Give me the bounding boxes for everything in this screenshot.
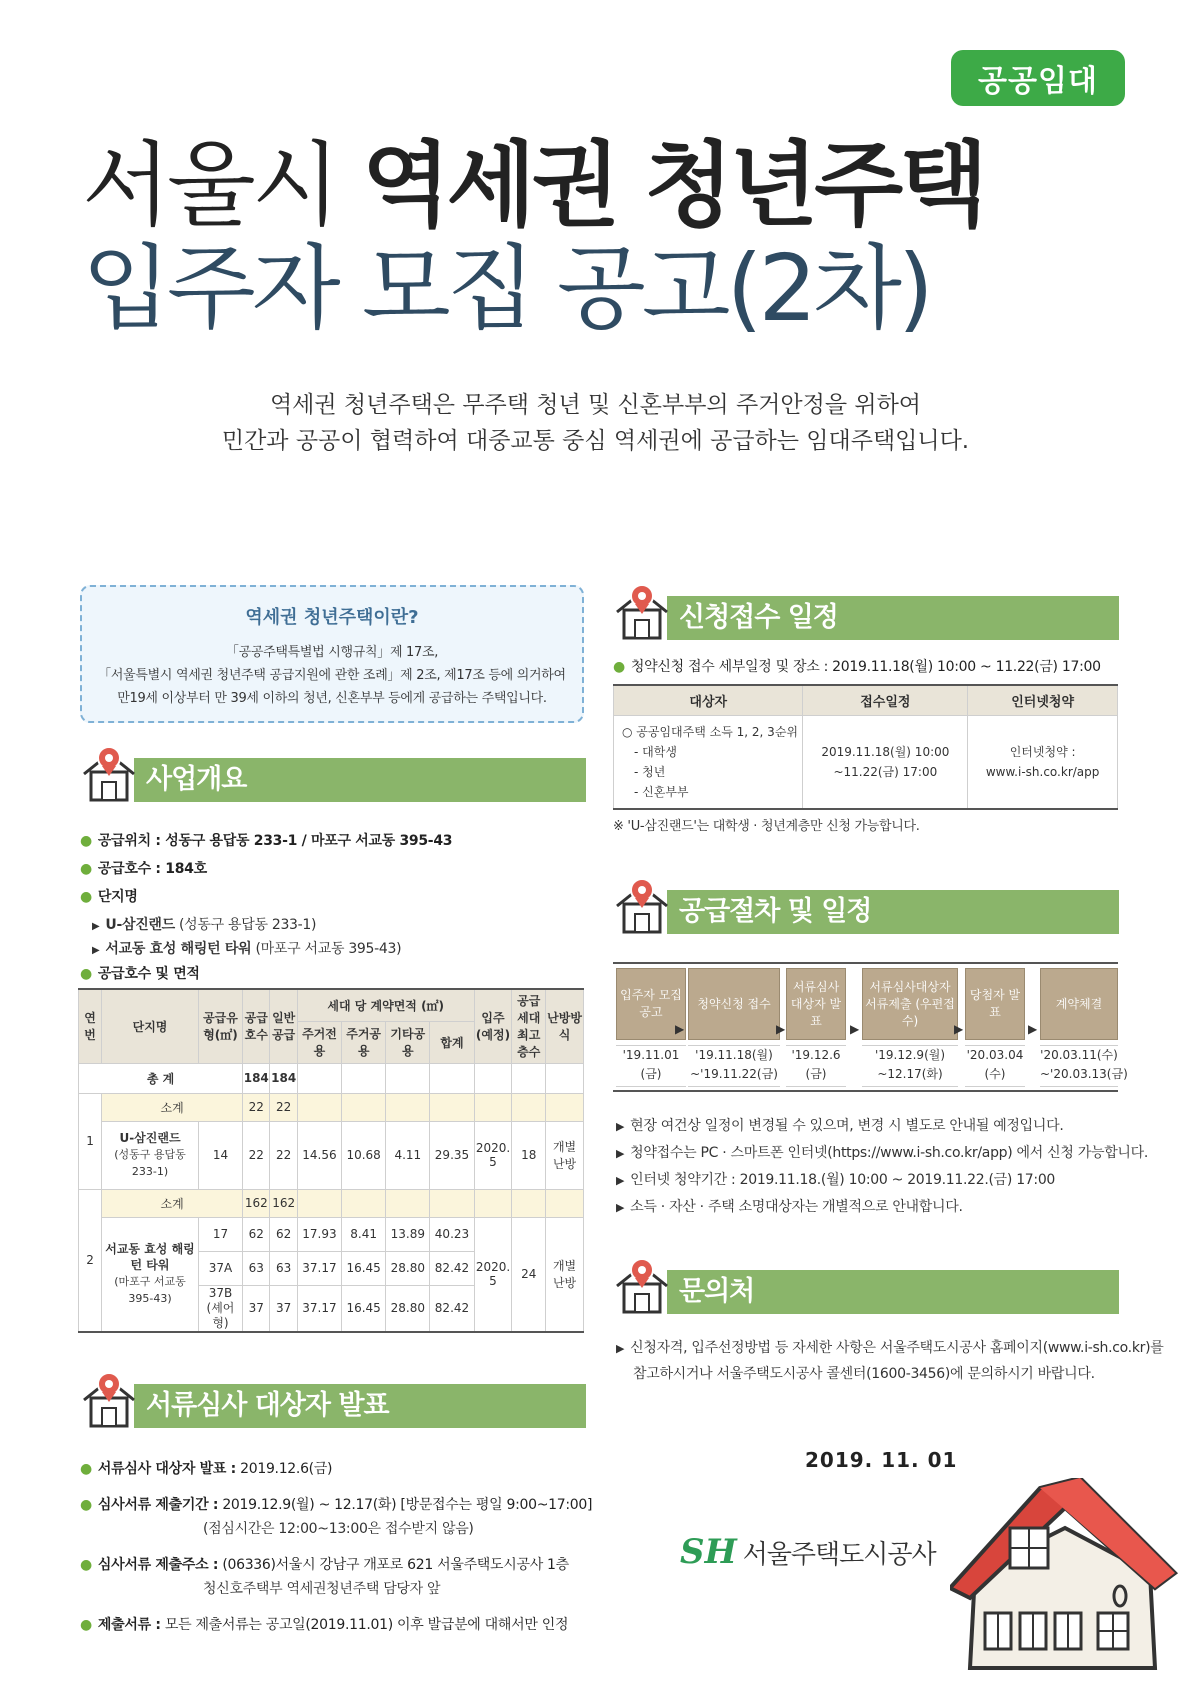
c1-sum: 29.35: [430, 1121, 474, 1189]
th-no: 연번: [79, 989, 102, 1063]
supply-table: [78, 988, 584, 1333]
section-review-header: [80, 1378, 586, 1422]
c1-excl: 14.56: [297, 1121, 341, 1189]
c2-floor: 24: [512, 1217, 546, 1332]
step-date: '19.11.01 (금): [616, 1045, 686, 1087]
definition-box: [80, 585, 584, 723]
section-contact-title: 문의처: [679, 1276, 755, 1307]
c2-general: 63: [270, 1251, 297, 1285]
sh-logo: [680, 1532, 936, 1572]
th-excl: 주거전용: [297, 1021, 341, 1063]
process-note: ▶ 현장 여건상 일정이 변경될 수 있으며, 변경 시 별도로 안내될 예정입니다.: [616, 1118, 1064, 1134]
th-general: 일반공급: [270, 989, 297, 1063]
section-process-title: 공급절차 및 일정: [679, 896, 872, 927]
business-area-label: ● 공급호수 및 면적: [80, 966, 200, 982]
c2-other: 13.89: [386, 1217, 430, 1251]
business-complex-label: ● 단지명: [80, 889, 138, 905]
c2-sum: 82.42: [430, 1285, 474, 1332]
review-period-note: (점심시간은 12:00~13:00은 접수받지 않음): [203, 1521, 474, 1537]
th-sum: 합계: [430, 1021, 474, 1063]
c2-move: 2020. 5: [474, 1217, 512, 1332]
c1-type: 14: [198, 1121, 242, 1189]
c1-subtotal-label: 소계: [102, 1093, 243, 1121]
c2-excl: 17.93: [297, 1217, 341, 1251]
announcement-date: 2019. 11. 01: [805, 1448, 958, 1472]
c2-excl: 37.17: [297, 1285, 341, 1332]
review-documents: ● 제출서류 : 모든 제출서류는 공고일(2019.11.01) 이후 발급분에 대해서만 인정: [80, 1617, 569, 1633]
c2-other: 28.80: [386, 1251, 430, 1285]
c2-common: 8.41: [342, 1217, 386, 1251]
total-units: 184: [243, 1063, 270, 1093]
th-other: 기타공용: [386, 1021, 430, 1063]
arrow-right-icon: ▶: [776, 1022, 786, 1036]
c1-heat: 개별 난방: [546, 1121, 584, 1189]
c2-heat: 개별 난방: [546, 1217, 584, 1332]
c2-general: 37: [270, 1285, 297, 1332]
c2-common: 16.45: [342, 1285, 386, 1332]
th-schedule: 접수일정: [803, 685, 968, 715]
th-floor: 공급세대최고층수: [512, 989, 546, 1063]
step-box: 계약체결: [1040, 968, 1118, 1040]
c2-sum: 82.42: [430, 1251, 474, 1285]
section-contact-header: [613, 1264, 1119, 1308]
contact-line-2: 참고하시거나 서울주택도시공사 콜센터(1600-3456)에 문의하시기 바랍니다.: [633, 1366, 1095, 1382]
th-move: 입주(예정): [474, 989, 512, 1063]
house-pin-icon: [613, 580, 671, 642]
schedule-cell: 2019.11.18(월) 10:00 ~11.22(금) 17:00: [803, 715, 968, 809]
table-row: [79, 1189, 584, 1217]
c1-subtotal-general: 22: [270, 1093, 297, 1121]
th-name: 단지명: [102, 989, 199, 1063]
definition-line: 「서울특별시 역세권 청년주택 공급지원에 관한 조례」제 2조, 제17조 등에 의거하여: [98, 668, 566, 683]
step-box: 입주자 모집공고: [616, 968, 686, 1040]
definition-line: 「공공주택특별법 시행규칙」제 17조,: [225, 645, 439, 660]
complex-1: ▶ U-삼진랜드 (성동구 용답동 233-1): [92, 917, 317, 933]
arrow-right-icon: ▶: [850, 1022, 860, 1036]
c1-subtotal-units: 22: [243, 1093, 270, 1121]
target-cell: ○ 공공임대주택 소득 1, 2, 3순위 - 대학생 - 청년 - 신혼부부: [614, 715, 803, 809]
house-pin-icon: [613, 874, 671, 936]
total-label: 총 계: [79, 1063, 243, 1093]
step-date: '19.11.18(월) ~'19.11.22(금): [688, 1045, 780, 1087]
step-date: '19.12.6 (금): [786, 1045, 846, 1087]
c1-name: U-삼진랜드 (성동구 용답동 233-1): [102, 1121, 199, 1189]
house-illustration: [950, 1478, 1180, 1674]
step-date: '19.12.9(월) ~12.17(화): [862, 1045, 958, 1087]
c1-general: 22: [270, 1121, 297, 1189]
th-internet: 인터넷청약: [968, 685, 1118, 715]
c2-type: 17: [198, 1217, 242, 1251]
step-box: 서류심사 대상자 발표: [786, 968, 846, 1040]
th-heat: 난방방식: [546, 989, 584, 1063]
c1-move: 2020. 5: [474, 1121, 512, 1189]
c2-units: 63: [243, 1251, 270, 1285]
c1-other: 4.11: [386, 1121, 430, 1189]
section-review-title: 서류심사 대상자 발표: [146, 1390, 389, 1421]
intro-line-2: 민간과 공공이 협력하여 대중교통 중심 역세권에 공급하는 임대주택입니다.: [221, 428, 970, 454]
step-box: 청약신청 접수: [688, 968, 780, 1040]
title-youth-housing: 역세권 청년주택: [361, 132, 985, 239]
table-row: [79, 1093, 584, 1121]
c2-units: 62: [243, 1217, 270, 1251]
definition-title: 역세권 청년주택이란?: [245, 607, 419, 628]
section-business-header: [80, 752, 586, 796]
apply-note: ※ 'U-삼진랜드'는 대학생 · 청년계층만 신청 가능합니다.: [613, 819, 920, 834]
c2-subtotal-units: 162: [243, 1189, 270, 1217]
c2-subtotal-label: 소계: [102, 1189, 243, 1217]
contact-line-1: ▶ 신청자격, 입주선정방법 등 자세한 사항은 서울주택도시공사 홈페이지(www.i-sh.co.kr)를: [616, 1340, 1164, 1356]
c2-no: 2: [79, 1189, 102, 1332]
title-line-2: 입주자 모집 공고(2차): [82, 235, 930, 342]
apply-schedule-bullet: ● 청약신청 접수 세부일정 및 장소 : 2019.11.18(월) 10:00 ~ 11.22(금) 17:00: [613, 659, 1101, 675]
title-line-1: [82, 132, 985, 239]
house-pin-icon: [80, 742, 138, 804]
c2-excl: 37.17: [297, 1251, 341, 1285]
table-row: [79, 1217, 584, 1251]
review-announce: ● 서류심사 대상자 발표 : 2019.12.6(금): [80, 1461, 333, 1477]
c1-common: 10.68: [342, 1121, 386, 1189]
step-date: '20.03.11(수) ~'20.03.13(금): [1040, 1045, 1118, 1087]
process-note: ▶ 인터넷 청약기간 : 2019.11.18.(월) 10:00 ~ 2019.11.22.(금) 17:00: [616, 1172, 1056, 1188]
c2-type: 37A: [198, 1251, 242, 1285]
apply-schedule-table: [613, 684, 1118, 810]
c1-no: 1: [79, 1093, 102, 1189]
section-process-header: [613, 884, 1119, 928]
business-count: ● 공급호수 : 184호: [80, 861, 207, 877]
house-pin-icon: [80, 1368, 138, 1430]
section-apply-header: [613, 590, 1119, 634]
table-row: [79, 1121, 584, 1189]
c2-type: 37B (셰어형): [198, 1285, 242, 1332]
review-address: ● 심사서류 제출주소 : (06336)서울시 강남구 개포로 621 서울주택도시공사 1층: [80, 1557, 569, 1573]
total-general: 184: [270, 1063, 297, 1093]
step-box: 당첨자 발표: [965, 968, 1025, 1040]
table-row: [614, 715, 1118, 809]
arrow-right-icon: ▶: [954, 1022, 964, 1036]
title-seoul: 서울시: [82, 132, 362, 239]
th-area: 세대 당 계약면적 (㎡): [297, 989, 474, 1021]
c2-subtotal-general: 162: [270, 1189, 297, 1217]
c2-general: 62: [270, 1217, 297, 1251]
definition-line: 만19세 이상부터 만 39세 이하의 청년, 신혼부부 등에게 공급하는 주택입니다.: [117, 691, 547, 706]
intro-line-1: 역세권 청년주택은 무주택 청년 및 신혼부부의 주거안정을 위하여: [269, 392, 922, 418]
th-type: 공급유형(㎡): [198, 989, 242, 1063]
house-pin-icon: [613, 1254, 671, 1316]
c2-sum: 40.23: [430, 1217, 474, 1251]
process-note: ▶ 청약접수는 PC · 스마트폰 인터넷(https://www.i-sh.co.kr/app) 에서 신청 가능합니다.: [616, 1145, 1149, 1161]
internet-cell: 인터넷청약 : www.i-sh.co.kr/app: [968, 715, 1118, 809]
th-common: 주거공용: [342, 1021, 386, 1063]
complex-2: ▶ 서교동 효성 해링턴 타워 (마포구 서교동 395-43): [92, 941, 402, 957]
c2-name: 서교동 효성 해링턴 타워 (마포구 서교동 395-43): [102, 1217, 199, 1332]
public-rental-badge: 공공임대: [951, 50, 1125, 106]
table-row: [79, 1063, 584, 1093]
c2-units: 37: [243, 1285, 270, 1332]
th-units: 공급호수: [243, 989, 270, 1063]
arrow-right-icon: ▶: [675, 1022, 685, 1036]
review-period: ● 심사서류 제출기간 : 2019.12.9(월) ~ 12.17(화) [방문접수는 평일 9:00~17:00]: [80, 1497, 593, 1513]
review-address-dept: 청신호주택부 역세권청년주택 담당자 앞: [203, 1581, 441, 1597]
c2-common: 16.45: [342, 1251, 386, 1285]
sh-logo-name: 서울주택도시공사: [742, 1539, 936, 1570]
c1-units: 22: [243, 1121, 270, 1189]
process-note: ▶ 소득 · 자산 · 주택 소명대상자는 개별적으로 안내합니다.: [616, 1199, 963, 1215]
section-business-title: 사업개요: [146, 764, 247, 795]
th-target: 대상자: [614, 685, 803, 715]
arrow-right-icon: ▶: [1028, 1022, 1038, 1036]
business-location: ● 공급위치 : 성동구 용답동 233-1 / 마포구 서교동 395-43: [80, 833, 453, 849]
c2-other: 28.80: [386, 1285, 430, 1332]
step-box: 서류심사대상자 서류제출 (우편접수): [862, 968, 958, 1040]
section-apply-title: 신청접수 일정: [679, 602, 838, 633]
sh-logo-mark: SH: [680, 1532, 737, 1572]
step-date: '20.03.04 (수): [965, 1045, 1025, 1087]
c1-floor: 18: [512, 1121, 546, 1189]
